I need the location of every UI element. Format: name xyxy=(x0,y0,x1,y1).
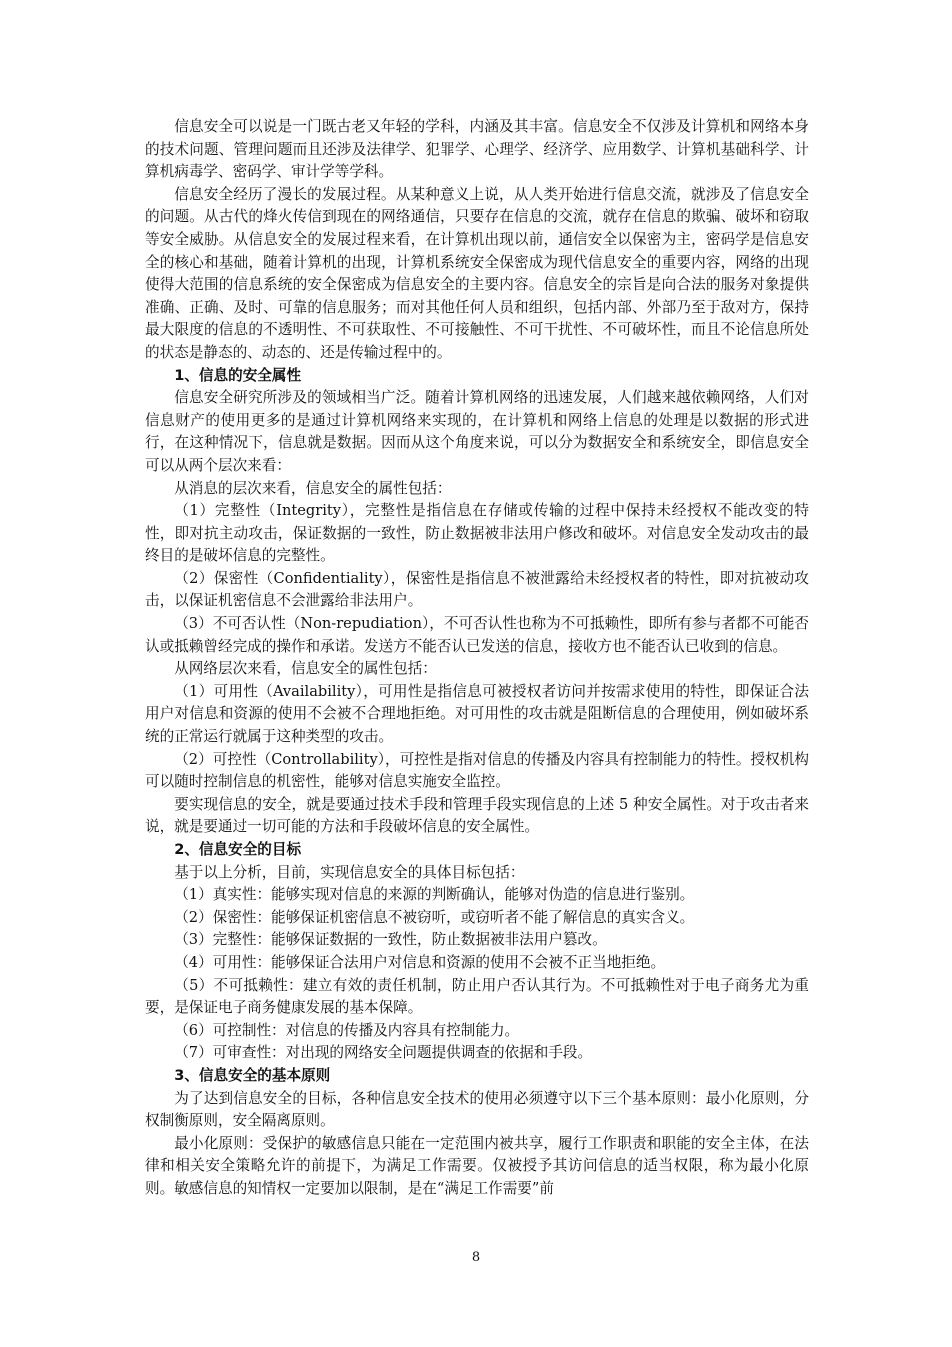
section-heading: 1、信息的安全属性 xyxy=(174,366,302,384)
list-item: （5）不可抵赖性：建立有效的责任机制，防止用户否认其行为。不可抵赖性对于电子商务尤为重要，是保证电子商务健康发展的基本保障。 xyxy=(145,976,809,1017)
list-item: （6）可控制性：对信息的传播及内容具有控制能力。 xyxy=(174,1021,520,1039)
list-item: （2）保密性：能够保证机密信息不被窃听，或窃听者不能了解信息的真实含义。 xyxy=(174,908,695,926)
paragraph: 从网络层次来看，信息安全的属性包括： xyxy=(174,660,437,678)
paragraph: 为了达到信息安全的目标，各种信息安全技术的使用必须遵守以下三个基本原则：最小化原则，分权制衡原则，安全隔离原则。 xyxy=(145,1089,809,1130)
paragraph: 信息安全经历了漫长的发展过程。从某种意义上说，从人类开始进行信息交流，就涉及了信息安全的问题。从古代的烽火传信到现在的网络通信，只要存在信息的交流，就存在信息的欺骗、破坏和窃取等安全威胁。从信息安全的发展过程来看，在计算机出现以前，通信安全以保密为主，密码学是信息安全的核心和基础，随着计算机的出现，计算机系统安全保密成为现代信息安全的重要内容，网络的出现使得大范围的信息系统的安全保密成为信息安全的主要内容。信息安全的宗旨是向合法的服务对象提供准确、正确、及时、可靠的信息服务；而对其他任何人员和组织，包括内部、外部乃至于敌对方，保持最大限度的信息的不透明性、不可获取性、不可接触性、不可干扰性、不可破坏性，而且不论信息所处的状态是静态的、动态的、还是传输过程中的。 xyxy=(145,185,809,361)
page-number: 8 xyxy=(471,1250,481,1265)
section-heading: 3、信息安全的基本原则 xyxy=(174,1066,331,1084)
paragraph: （3）不可否认性（Non-repudiation），不可否认性也称为不可抵赖性，即所有参与者都不可能否认或抵赖曾经完成的操作和承诺。发送方不能否认已发送的信息，接收方也不能否认已收到的信息。 xyxy=(145,615,809,655)
list-item: （1）真实性：能够实现对信息的来源的判断确认，能够对伪造的信息进行鉴别。 xyxy=(174,886,695,904)
list-item: （4）可用性：能够保证合法用户对信息和资源的使用不会被不正当地拒绝。 xyxy=(174,953,666,971)
paragraph: 基于以上分析，目前，实现信息安全的具体目标包括： xyxy=(174,863,525,881)
paragraph: （2）可控性（Controllability），可控性是指对信息的传播及内容具有控制能力的特性。授权机构可以随时控制信息的机密性，能够对信息实施安全监控。 xyxy=(145,750,809,791)
paragraph: （1）可用性（Availability），可用性是指信息可被授权者访问并按需求使用的特性，即保证合法用户对信息和资源的使用不会被不合理地拒绝。对可用性的攻击就是阻断信息的合理使用，例如破坏系统的正常运行就属于这种类型的攻击。 xyxy=(145,682,809,746)
list-item: （3）完整性：能够保证数据的一致性，防止数据被非法用户篡改。 xyxy=(174,931,607,949)
paragraph: （1）完整性（Integrity），完整性是指信息在存储或传输的过程中保持未经授权不能改变的特性，即对抗主动攻击，保证数据的一致性，防止数据被非法用户修改和破坏。对信息安全发动攻击的最终目的是破坏信息的完整性。 xyxy=(145,502,809,565)
paragraph: 信息安全可以说是一门既古老又年轻的学科，内涵及其丰富。信息安全不仅涉及计算机和网络本身的技术问题、管理问题而且还涉及法律学、犯罪学、心理学、经济学、应用数学、计算机基础科学、计算机病毒学、密码学、审计学等学科。 xyxy=(145,118,809,181)
paragraph: 从消息的层次来看，信息安全的属性包括： xyxy=(174,479,452,497)
list-item: （7）可审查性：对出现的网络安全问题提供调查的依据和手段。 xyxy=(174,1044,593,1062)
paragraph: 要实现信息的安全，就是要通过技术手段和管理手段实现信息的上述 5 种安全属性。对于攻击者来说，就是要通过一切可能的方法和手段破坏信息的安全属性。 xyxy=(145,795,809,836)
paragraph: 信息安全研究所涉及的领域相当广泛。随着计算机网络的迅速发展，人们越来越依赖网络，人们对信息财产的使用更多的是通过计算机网络来实现的，在计算机和网络上信息的处理是以数据的形式进行，在这种情况下，信息就是数据。因而从这个角度来说，可以分为数据安全和系统安全，即信息安全可以从两个层次来看： xyxy=(145,389,809,474)
section-heading: 2、信息安全的目标 xyxy=(174,841,302,858)
paragraph: （2）保密性（Confidentiality），保密性是指信息不被泄露给未经授权者的特性，即对抗被动攻击，以保证机密信息不会泄露给非法用户。 xyxy=(145,569,809,610)
paragraph: 最小化原则：受保护的敏感信息只能在一定范围内被共享，履行工作职责和职能的安全主体，在法律和相关安全策略允许的前提下，为满足工作需要。仅被授予其访问信息的适当权限，称为最小化原则。敏感信息的知情权一定要加以限制，是在“满足工作需要”前 xyxy=(145,1134,809,1197)
body-text xyxy=(145,116,809,1201)
